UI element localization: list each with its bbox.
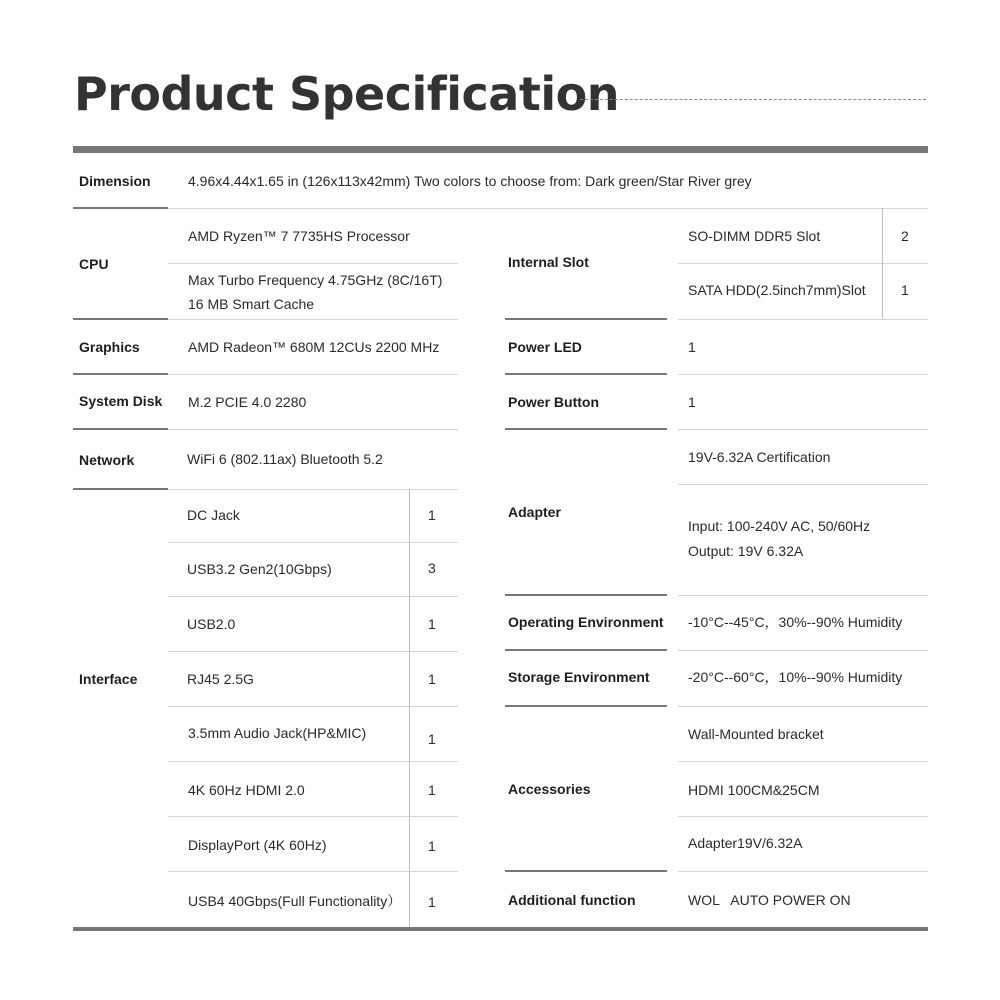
- additional-function-label: Additional function: [508, 892, 636, 908]
- interface-port-name: 4K 60Hz HDMI 2.0: [188, 782, 305, 798]
- divider: [168, 706, 458, 707]
- divider: [505, 428, 667, 430]
- power-led-label: Power LED: [508, 339, 582, 355]
- divider: [168, 542, 458, 543]
- interface-port-name: USB3.2 Gen2(10Gbps): [187, 561, 332, 577]
- accessories-label: Accessories: [508, 781, 591, 797]
- system-disk-label: System Disk: [79, 393, 163, 409]
- divider: [678, 429, 928, 430]
- divider: [73, 428, 168, 430]
- divider: [168, 263, 458, 264]
- accessory-item: Wall-Mounted bracket: [688, 726, 824, 742]
- cpu-label: CPU: [79, 256, 109, 272]
- divider: [73, 207, 168, 209]
- power-button-value: 1: [688, 394, 696, 410]
- divider: [678, 650, 928, 651]
- divider: [73, 318, 168, 320]
- adapter-input: Input: 100-240V AC, 50/60Hz: [688, 518, 871, 534]
- interface-port-name: DC Jack: [187, 507, 240, 523]
- storage-env-label: Storage Environment: [508, 669, 650, 685]
- title-divider: [580, 99, 926, 100]
- interface-port-count: 1: [428, 671, 436, 687]
- slot-count-divider: [882, 208, 883, 319]
- interface-port-count: 1: [428, 894, 436, 910]
- internal-slot-count: 2: [901, 228, 909, 244]
- power-led-value: 1: [688, 339, 696, 355]
- interface-port-name: USB2.0: [187, 616, 236, 632]
- adapter-cert: 19V-6.32A Certification: [688, 449, 831, 465]
- cpu-cache: 16 MB Smart Cache: [188, 296, 315, 312]
- cpu-turbo: Max Turbo Frequency 4.75GHz (8C/16T): [188, 272, 443, 288]
- divider: [678, 816, 928, 817]
- divider: [505, 705, 667, 707]
- table-bottom-bar: [73, 927, 928, 931]
- dimension-label: Dimension: [79, 173, 151, 189]
- divider: [168, 871, 458, 872]
- divider: [505, 318, 667, 320]
- power-button-label: Power Button: [508, 394, 599, 410]
- interface-port-name: USB4 40Gbps(Full Functionality）: [188, 893, 402, 909]
- interface-port-count: 3: [428, 560, 436, 576]
- internal-slot-label: Internal Slot: [508, 254, 589, 270]
- table-top-bar: [73, 146, 928, 153]
- accessory-item: Adapter19V/6.32A: [688, 835, 803, 851]
- interface-port-count: 1: [428, 838, 436, 854]
- divider: [678, 263, 928, 264]
- dimension-value: 4.96x4.44x1.65 in (126x113x42mm) Two colors to choose from: Dark green/Star River grey: [188, 173, 752, 189]
- page-title: Product Specification: [74, 67, 619, 121]
- divider: [505, 373, 667, 375]
- divider: [678, 706, 928, 707]
- accessory-item: HDMI 100CM&25CM: [688, 782, 820, 798]
- interface-port-name: RJ45 2.5G: [187, 671, 254, 687]
- divider: [168, 761, 458, 762]
- operating-env-label: Operating Environment: [508, 614, 664, 630]
- interface-port-count: 1: [428, 782, 436, 798]
- storage-env-value: -20°C--60°C，10%--90% Humidity: [688, 669, 903, 685]
- graphics-value: AMD Radeon™ 680M 12CUs 2200 MHz: [188, 339, 440, 355]
- cpu-processor: AMD Ryzen™ 7 7735HS Processor: [188, 228, 410, 244]
- interface-port-name: DisplayPort (4K 60Hz): [188, 837, 327, 853]
- system-disk-value: M.2 PCIE 4.0 2280: [188, 394, 307, 410]
- internal-slot-name: SATA HDD(2.5inch7mm)Slot: [688, 282, 866, 298]
- divider: [505, 649, 667, 651]
- interface-port-count: 1: [428, 616, 436, 632]
- divider: [73, 208, 928, 209]
- divider: [678, 374, 928, 375]
- internal-slot-count: 1: [901, 282, 909, 298]
- additional-function-value: WOL AUTO POWER ON: [688, 892, 851, 908]
- divider: [505, 870, 667, 872]
- adapter-label: Adapter: [508, 504, 561, 520]
- adapter-output: Output: 19V 6.32A: [688, 543, 804, 559]
- interface-count-divider: [409, 489, 410, 927]
- divider: [168, 816, 458, 817]
- divider: [168, 429, 458, 430]
- divider: [678, 319, 928, 320]
- interface-port-count: 1: [428, 731, 436, 747]
- internal-slot-name: SO-DIMM DDR5 Slot: [688, 228, 821, 244]
- divider: [73, 373, 168, 375]
- divider: [505, 594, 667, 596]
- divider: [678, 871, 928, 872]
- graphics-label: Graphics: [79, 339, 140, 355]
- divider: [168, 374, 458, 375]
- divider: [168, 596, 458, 597]
- network-label: Network: [79, 452, 135, 468]
- divider: [678, 484, 928, 485]
- divider: [73, 488, 168, 490]
- divider: [678, 595, 928, 596]
- divider: [678, 761, 928, 762]
- interface-port-count: 1: [428, 507, 436, 523]
- operating-env-value: -10°C--45°C，30%--90% Humidity: [688, 614, 903, 630]
- divider: [168, 319, 458, 320]
- network-value: WiFi 6 (802.11ax) Bluetooth 5.2: [187, 451, 383, 467]
- divider: [168, 651, 458, 652]
- interface-port-name: 3.5mm Audio Jack(HP&MIC): [188, 725, 367, 741]
- divider: [168, 489, 458, 490]
- interface-label: Interface: [79, 671, 138, 687]
